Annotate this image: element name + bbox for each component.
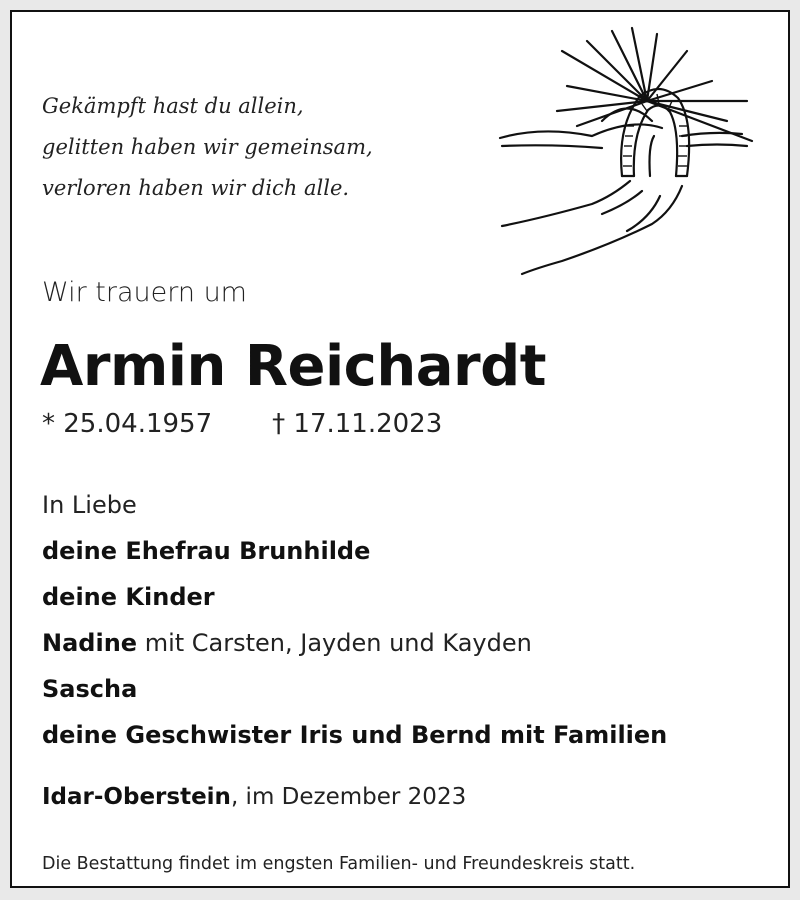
death-date: † 17.11.2023: [272, 409, 443, 439]
intro-text: Wir trauern um: [42, 277, 247, 308]
quote-line-2: gelitten haben wir gemeinsam,: [42, 135, 373, 159]
mourners-heading: In Liebe: [42, 491, 137, 519]
mourner-child-1: [42, 620, 667, 666]
place-month: , im Dezember 2023: [230, 784, 467, 810]
birth-date: * 25.04.1957: [42, 409, 213, 439]
mourners-list: [42, 482, 667, 758]
child-1-name: Nadine: [42, 629, 138, 657]
life-dates: [42, 409, 442, 439]
child-1-family: mit Carsten, Jayden und Kayden: [137, 629, 532, 657]
quote-line-3: verloren haben wir dich alle.: [42, 176, 350, 200]
funeral-note: Die Bestattung findet im engsten Familien- und Freundeskreis statt.: [42, 854, 636, 874]
memorial-quote: [42, 86, 373, 209]
mourner-siblings: deine Geschwister Iris und Bernd mit Familien: [42, 721, 668, 749]
quote-line-1: Gekämpft hast du allein,: [42, 94, 304, 118]
mourner-child-2: Sascha: [42, 675, 138, 703]
place-town: Idar-Oberstein: [42, 784, 231, 810]
mourner-spouse: deine Ehefrau Brunhilde: [42, 537, 371, 565]
sunrise-path-icon: [482, 26, 762, 276]
deceased-name: Armin Reichardt: [40, 334, 546, 399]
place-date: [42, 784, 466, 810]
obituary-card: [10, 10, 790, 888]
mourner-children-heading: deine Kinder: [42, 583, 215, 611]
